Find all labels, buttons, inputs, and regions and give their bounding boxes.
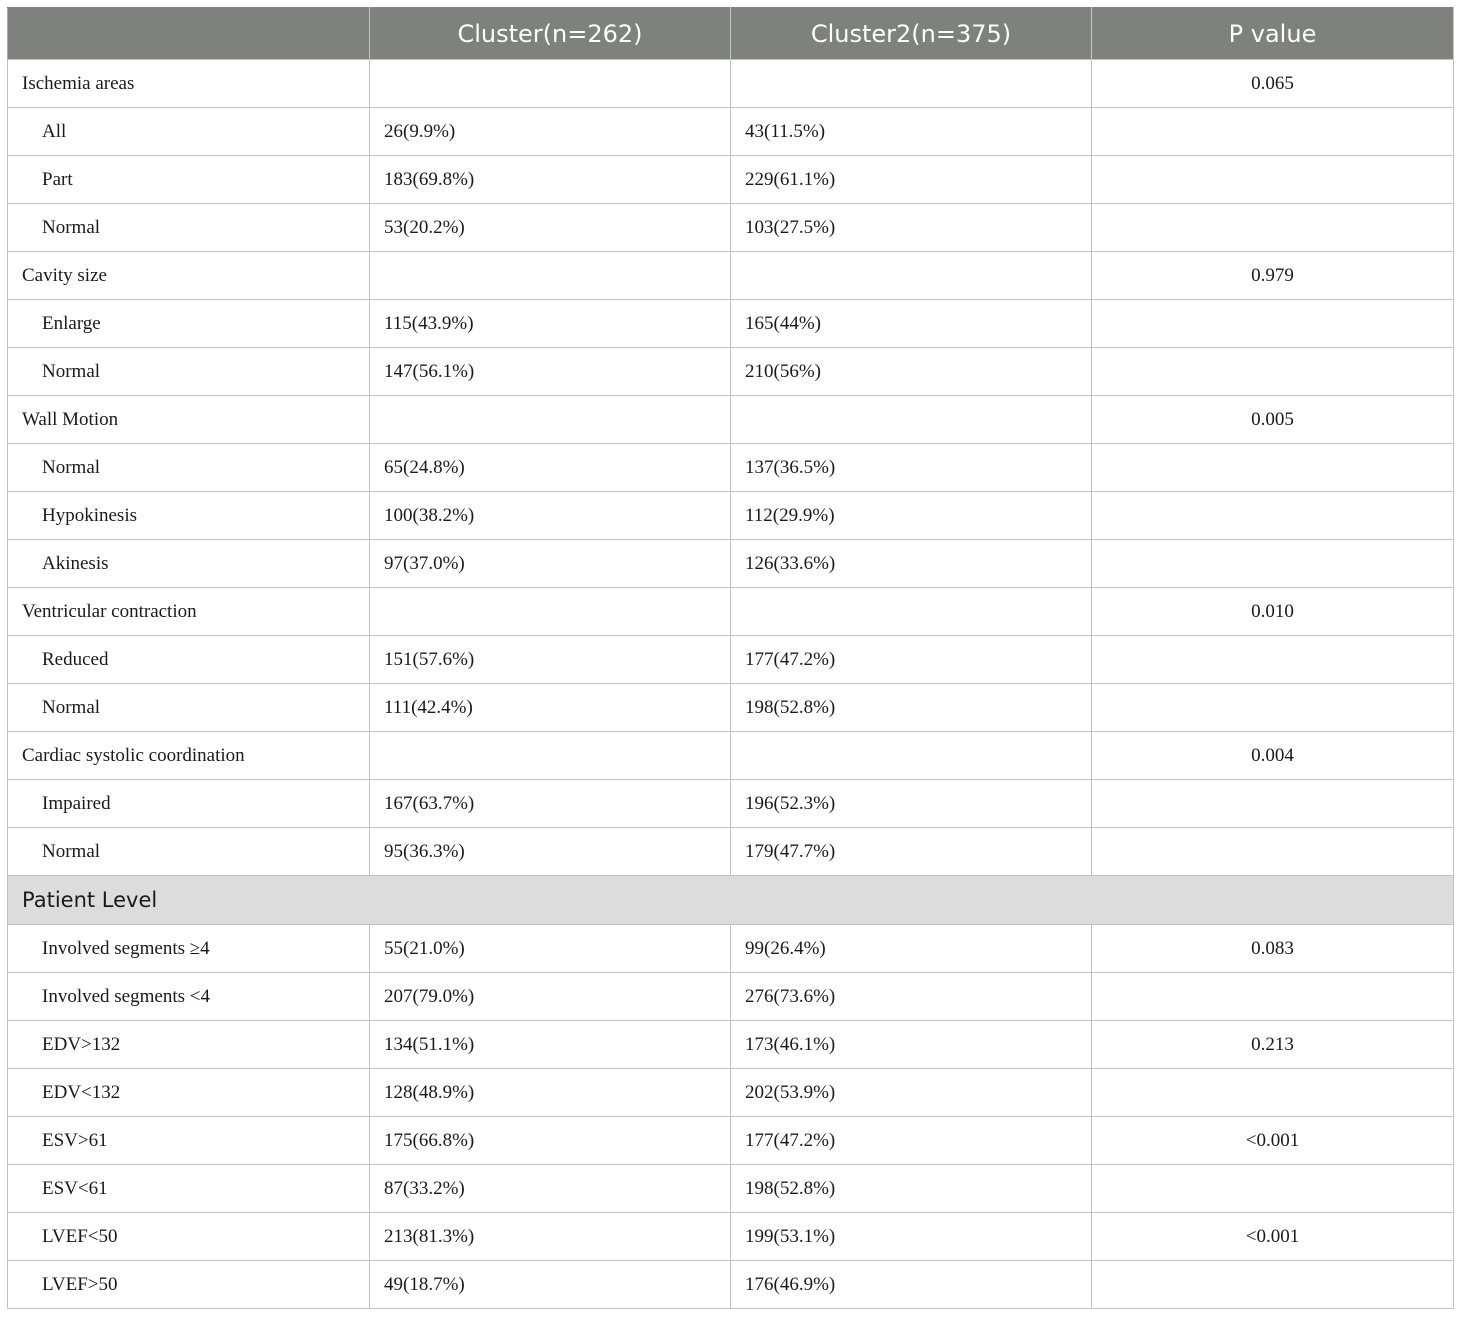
cluster2-cell: 176(46.9%) xyxy=(731,1261,1092,1309)
cluster1-cell: 87(33.2%) xyxy=(370,1165,731,1213)
row-label: LVEF>50 xyxy=(8,1261,370,1309)
table-header xyxy=(8,8,1454,60)
p-value-cell xyxy=(1092,1165,1454,1213)
p-value-cell xyxy=(1092,300,1454,348)
row-label: All xyxy=(8,108,370,156)
table-row xyxy=(8,732,1454,780)
cluster2-cell: 43(11.5%) xyxy=(731,108,1092,156)
cluster2-cell: 198(52.8%) xyxy=(731,684,1092,732)
p-value-cell xyxy=(1092,540,1454,588)
p-value-cell xyxy=(1092,108,1454,156)
row-label: Akinesis xyxy=(8,540,370,588)
row-label: EDV>132 xyxy=(8,1021,370,1069)
p-value-cell: 0.065 xyxy=(1092,60,1454,108)
cluster2-cell: 179(47.7%) xyxy=(731,828,1092,876)
row-label: ESV>61 xyxy=(8,1117,370,1165)
cluster1-cell: 167(63.7%) xyxy=(370,780,731,828)
cluster1-cell: 183(69.8%) xyxy=(370,156,731,204)
table-row xyxy=(8,1165,1454,1213)
row-label: Hypokinesis xyxy=(8,492,370,540)
p-value-cell xyxy=(1092,828,1454,876)
row-label: Wall Motion xyxy=(8,396,370,444)
table-row xyxy=(8,636,1454,684)
cluster1-cell: 26(9.9%) xyxy=(370,108,731,156)
cluster1-cell: 95(36.3%) xyxy=(370,828,731,876)
row-label: Part xyxy=(8,156,370,204)
cluster1-cell xyxy=(370,588,731,636)
row-label: Normal xyxy=(8,684,370,732)
cluster2-cell xyxy=(731,588,1092,636)
table-row xyxy=(8,492,1454,540)
cluster2-cell: 229(61.1%) xyxy=(731,156,1092,204)
cluster2-cell: 177(47.2%) xyxy=(731,1117,1092,1165)
cluster2-cell xyxy=(731,396,1092,444)
cluster1-cell: 151(57.6%) xyxy=(370,636,731,684)
cluster1-cell: 213(81.3%) xyxy=(370,1213,731,1261)
header-p-value: P value xyxy=(1092,8,1454,60)
p-value-cell: 0.004 xyxy=(1092,732,1454,780)
cluster1-cell: 175(66.8%) xyxy=(370,1117,731,1165)
p-value-cell: <0.001 xyxy=(1092,1213,1454,1261)
table-row xyxy=(8,108,1454,156)
table-row xyxy=(8,300,1454,348)
cluster2-cell: 276(73.6%) xyxy=(731,973,1092,1021)
cluster2-cell: 210(56%) xyxy=(731,348,1092,396)
cluster1-cell: 134(51.1%) xyxy=(370,1021,731,1069)
table-row xyxy=(8,1021,1454,1069)
cluster1-cell: 128(48.9%) xyxy=(370,1069,731,1117)
table-row xyxy=(8,252,1454,300)
row-label: Normal xyxy=(8,204,370,252)
row-label: Enlarge xyxy=(8,300,370,348)
cluster2-cell: 103(27.5%) xyxy=(731,204,1092,252)
table-body xyxy=(8,60,1454,1309)
row-label: Ischemia areas xyxy=(8,60,370,108)
p-value-cell xyxy=(1092,973,1454,1021)
table-row xyxy=(8,1117,1454,1165)
cluster2-cell xyxy=(731,732,1092,780)
row-label: Cardiac systolic coordination xyxy=(8,732,370,780)
row-label: Normal xyxy=(8,348,370,396)
cluster1-cell: 49(18.7%) xyxy=(370,1261,731,1309)
p-value-cell xyxy=(1092,780,1454,828)
cluster2-cell xyxy=(731,252,1092,300)
table-row xyxy=(8,1069,1454,1117)
p-value-cell xyxy=(1092,156,1454,204)
cluster1-cell xyxy=(370,60,731,108)
cluster1-cell xyxy=(370,396,731,444)
row-label: Normal xyxy=(8,444,370,492)
table-row xyxy=(8,973,1454,1021)
table-row xyxy=(8,60,1454,108)
table-row xyxy=(8,1213,1454,1261)
p-value-cell: 0.010 xyxy=(1092,588,1454,636)
table-row xyxy=(8,348,1454,396)
table-row xyxy=(8,828,1454,876)
table-row xyxy=(8,684,1454,732)
row-label: Impaired xyxy=(8,780,370,828)
table-row xyxy=(8,396,1454,444)
header-cluster2: Cluster2(n=375) xyxy=(731,8,1092,60)
cluster2-cell: 202(53.9%) xyxy=(731,1069,1092,1117)
cluster1-cell: 65(24.8%) xyxy=(370,444,731,492)
cluster1-cell: 111(42.4%) xyxy=(370,684,731,732)
p-value-cell xyxy=(1092,444,1454,492)
row-label: ESV<61 xyxy=(8,1165,370,1213)
p-value-cell xyxy=(1092,684,1454,732)
table-row xyxy=(8,540,1454,588)
row-label: Ventricular contraction xyxy=(8,588,370,636)
row-label: Reduced xyxy=(8,636,370,684)
p-value-cell xyxy=(1092,348,1454,396)
p-value-cell xyxy=(1092,636,1454,684)
cluster2-cell: 112(29.9%) xyxy=(731,492,1092,540)
table-row xyxy=(8,1261,1454,1309)
table-row xyxy=(8,780,1454,828)
cluster2-cell: 196(52.3%) xyxy=(731,780,1092,828)
results-table xyxy=(7,7,1454,1309)
cluster1-cell: 207(79.0%) xyxy=(370,973,731,1021)
p-value-cell: 0.083 xyxy=(1092,925,1454,973)
p-value-cell xyxy=(1092,1261,1454,1309)
row-label: Involved segments ≥4 xyxy=(8,925,370,973)
table-row xyxy=(8,925,1454,973)
cluster1-cell: 147(56.1%) xyxy=(370,348,731,396)
header-label-col xyxy=(8,8,370,60)
cluster1-cell xyxy=(370,252,731,300)
row-label: LVEF<50 xyxy=(8,1213,370,1261)
table-row xyxy=(8,588,1454,636)
table-row xyxy=(8,204,1454,252)
cluster1-cell: 100(38.2%) xyxy=(370,492,731,540)
cluster1-cell xyxy=(370,732,731,780)
table-row xyxy=(8,156,1454,204)
p-value-cell: <0.001 xyxy=(1092,1117,1454,1165)
p-value-cell: 0.005 xyxy=(1092,396,1454,444)
row-label: EDV<132 xyxy=(8,1069,370,1117)
cluster2-cell xyxy=(731,60,1092,108)
cluster2-cell: 173(46.1%) xyxy=(731,1021,1092,1069)
cluster2-cell: 99(26.4%) xyxy=(731,925,1092,973)
cluster2-cell: 137(36.5%) xyxy=(731,444,1092,492)
section-row-patient-level xyxy=(8,876,1454,925)
cluster2-cell: 126(33.6%) xyxy=(731,540,1092,588)
cluster2-cell: 198(52.8%) xyxy=(731,1165,1092,1213)
header-cluster1: Cluster(n=262) xyxy=(370,8,731,60)
cluster1-cell: 55(21.0%) xyxy=(370,925,731,973)
row-label: Normal xyxy=(8,828,370,876)
cluster1-cell: 115(43.9%) xyxy=(370,300,731,348)
header-row xyxy=(8,8,1454,60)
p-value-cell xyxy=(1092,1069,1454,1117)
p-value-cell xyxy=(1092,492,1454,540)
section-label: Patient Level xyxy=(8,876,1454,925)
row-label: Involved segments <4 xyxy=(8,973,370,1021)
row-label: Cavity size xyxy=(8,252,370,300)
cluster2-cell: 177(47.2%) xyxy=(731,636,1092,684)
p-value-cell: 0.213 xyxy=(1092,1021,1454,1069)
cluster1-cell: 53(20.2%) xyxy=(370,204,731,252)
cluster2-cell: 199(53.1%) xyxy=(731,1213,1092,1261)
cluster2-cell: 165(44%) xyxy=(731,300,1092,348)
cluster1-cell: 97(37.0%) xyxy=(370,540,731,588)
table-row xyxy=(8,444,1454,492)
p-value-cell xyxy=(1092,204,1454,252)
p-value-cell: 0.979 xyxy=(1092,252,1454,300)
